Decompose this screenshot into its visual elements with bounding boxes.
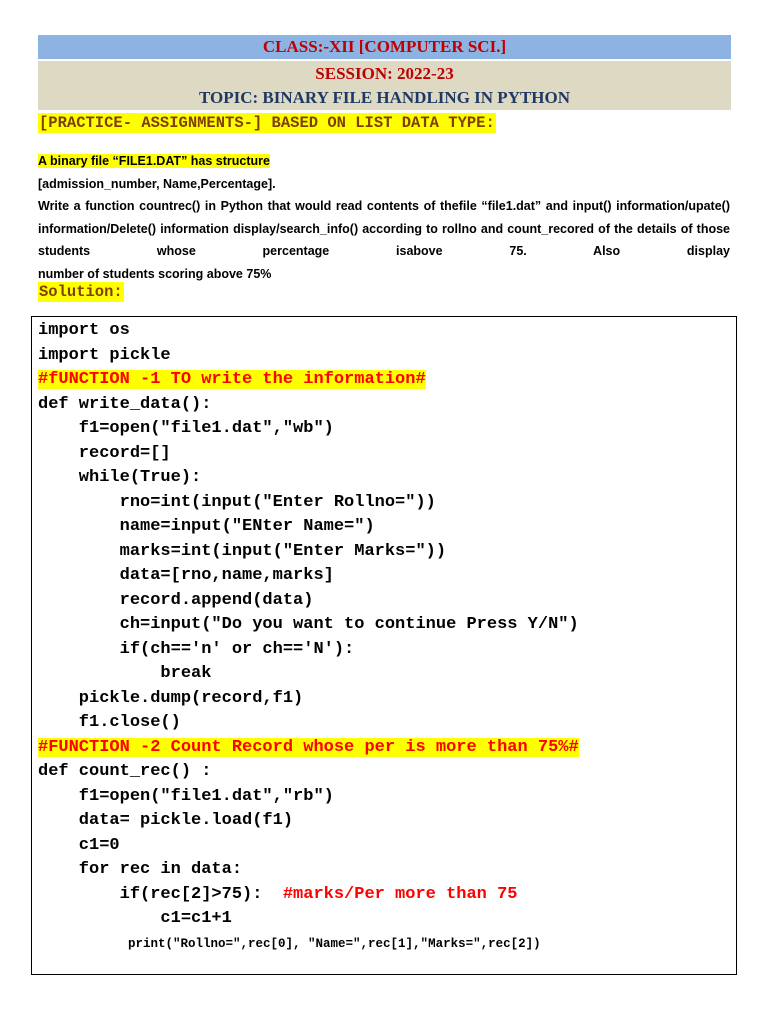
code-line: f1=open("file1.dat","wb") xyxy=(38,419,334,438)
code-block xyxy=(31,316,737,975)
code-line: import os xyxy=(38,321,130,340)
code-line: print("Rollno=",rec[0], "Name=",rec[1],"Marks=",rec[2]) xyxy=(38,936,541,951)
code-line: def write_data(): xyxy=(38,394,212,414)
code-line: pickle.dump(record,f1) xyxy=(38,688,304,708)
class-header: CLASS:-XII [COMPUTER SCI.] xyxy=(38,35,731,59)
problem-line-4: number of students scoring above 75% xyxy=(38,266,272,281)
topic-header: TOPIC: BINARY FILE HANDLING IN PYTHON xyxy=(38,86,731,110)
code-comment: #FUNCTION -2 Count Record whose per is more than 75%# xyxy=(38,737,579,757)
code-line: ch=input("Do you want to continue Press Y/N") xyxy=(38,615,579,634)
code-line-with-comment xyxy=(38,883,579,908)
problem-line-3: Write a function countrec() in Python that would read contents of thefile “file1.dat” and input() information/upate() information/Delete() information display/search_info() according to rollno and count_recored of the details of those students whose percentage isabove 75. Also display xyxy=(38,199,730,258)
problem-line-2: [admission_number, Name,Percentage]. xyxy=(38,176,276,191)
code-line: data=[rno,name,marks] xyxy=(38,566,334,585)
code-line: c1=c1+1 xyxy=(38,909,232,928)
session-header: SESSION: 2022-23 xyxy=(38,61,731,86)
code-line: record.append(data) xyxy=(38,590,314,610)
code-comment-line xyxy=(38,368,579,393)
problem-line-1: A binary file “FILE1.DAT” has structure xyxy=(38,154,270,168)
code-line: record=[] xyxy=(38,443,171,463)
code-line: f1=open("file1.dat","rb") xyxy=(38,786,334,806)
inline-comment: #marks/Per more than 75 xyxy=(282,884,518,904)
code-line: marks=int(input("Enter Marks=")) xyxy=(38,541,447,561)
code-line: for rec in data: xyxy=(38,860,243,879)
code-line: rno=int(input("Enter Rollno=")) xyxy=(38,492,436,512)
code-text: if(rec[2]>75): xyxy=(38,884,283,904)
code-line: name=input("ENter Name=") xyxy=(38,517,375,536)
code-line: import pickle xyxy=(38,345,171,365)
code-line: if(ch=='n' or ch=='N'): xyxy=(38,639,355,659)
code-comment-line xyxy=(38,736,579,761)
code-line: f1.close() xyxy=(38,713,181,732)
code-line: c1=0 xyxy=(38,835,120,855)
code-line: break xyxy=(38,664,212,683)
solution-label: Solution: xyxy=(39,283,123,301)
code-line: def count_rec() : xyxy=(38,762,212,781)
code-comment: #fUNCTION -1 TO write the information# xyxy=(38,370,426,389)
practice-heading: [PRACTICE- ASSIGNMENTS-] BASED ON LIST DATA TYPE: xyxy=(39,114,495,132)
code-line: while(True): xyxy=(38,468,202,487)
problem-statement xyxy=(38,150,730,285)
code-line: data= pickle.load(f1) xyxy=(38,811,294,830)
